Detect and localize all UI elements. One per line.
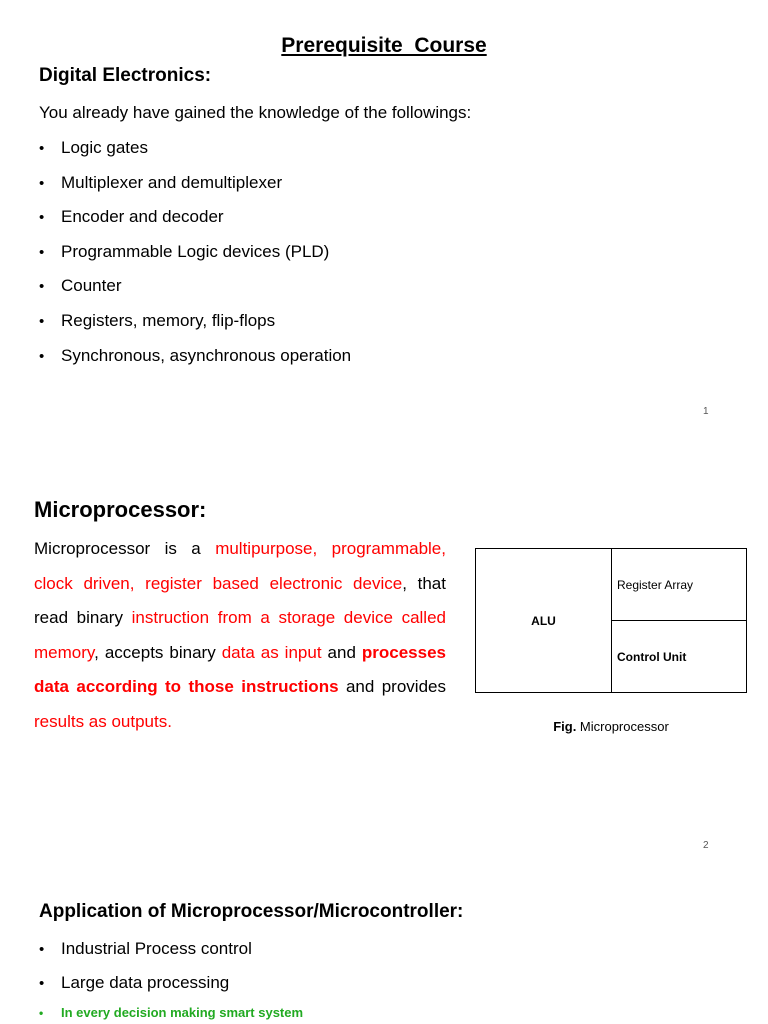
bullet-icon: • [39, 975, 45, 992]
page-number: 1 [703, 406, 709, 417]
list-item [39, 276, 121, 296]
digital-electronics-heading: Digital Electronics: [39, 65, 212, 86]
intro-text: You already have gained the knowledge of the followings: [39, 103, 472, 122]
microprocessor-diagram [475, 548, 747, 693]
list-item-text: In every decision making smart system [61, 1005, 304, 1020]
list-item [39, 311, 275, 331]
list-item-text: Large data processing [61, 973, 230, 992]
register-array-block: Register Array [612, 549, 746, 621]
bullet-icon: • [39, 348, 45, 365]
alu-block: ALU [476, 549, 612, 692]
bullet-icon: • [39, 278, 45, 295]
bullet-icon: • [39, 209, 45, 226]
bullet-icon: • [39, 1006, 44, 1020]
list-item [39, 939, 252, 959]
bullet-icon: • [39, 941, 45, 958]
list-item-text: Industrial Process control [61, 939, 252, 958]
application-heading: Application of Microprocessor/Microcontroller: [39, 901, 464, 922]
microprocessor-heading: Microprocessor: [34, 497, 207, 522]
bullet-icon: • [39, 313, 45, 330]
list-item [39, 207, 224, 227]
list-item-text: Registers, memory, flip-flops [61, 311, 276, 330]
list-item [39, 242, 329, 262]
list-item-text: Multiplexer and demultiplexer [61, 173, 283, 192]
list-item-text: Synchronous, asynchronous operation [61, 346, 352, 365]
bullet-icon: • [39, 244, 45, 261]
list-item [39, 973, 229, 993]
control-unit-block: Control Unit [617, 649, 687, 664]
list-item-text: Logic gates [61, 138, 148, 157]
bullet-icon: • [39, 140, 45, 157]
microprocessor-definition: Microprocessor is a multipurpose, programmable, clock driven, register based electronic device, that read binary instruction from a storage device called memory, accepts binary data as input and processes data according to those instructions and provides results as outputs. [34, 539, 447, 731]
list-item-text: Programmable Logic devices (PLD) [61, 242, 330, 261]
figure-caption: Fig. Microprocessor [553, 719, 669, 734]
list-item-text: Encoder and decoder [61, 207, 224, 226]
list-item [39, 346, 351, 366]
list-item [39, 173, 282, 193]
page-number: 2 [703, 840, 709, 851]
list-item [39, 1005, 303, 1020]
list-item-text: Counter [61, 276, 122, 295]
list-item [39, 138, 148, 158]
bullet-icon: • [39, 175, 45, 192]
slide1-title: Prerequisite Course [281, 34, 487, 57]
